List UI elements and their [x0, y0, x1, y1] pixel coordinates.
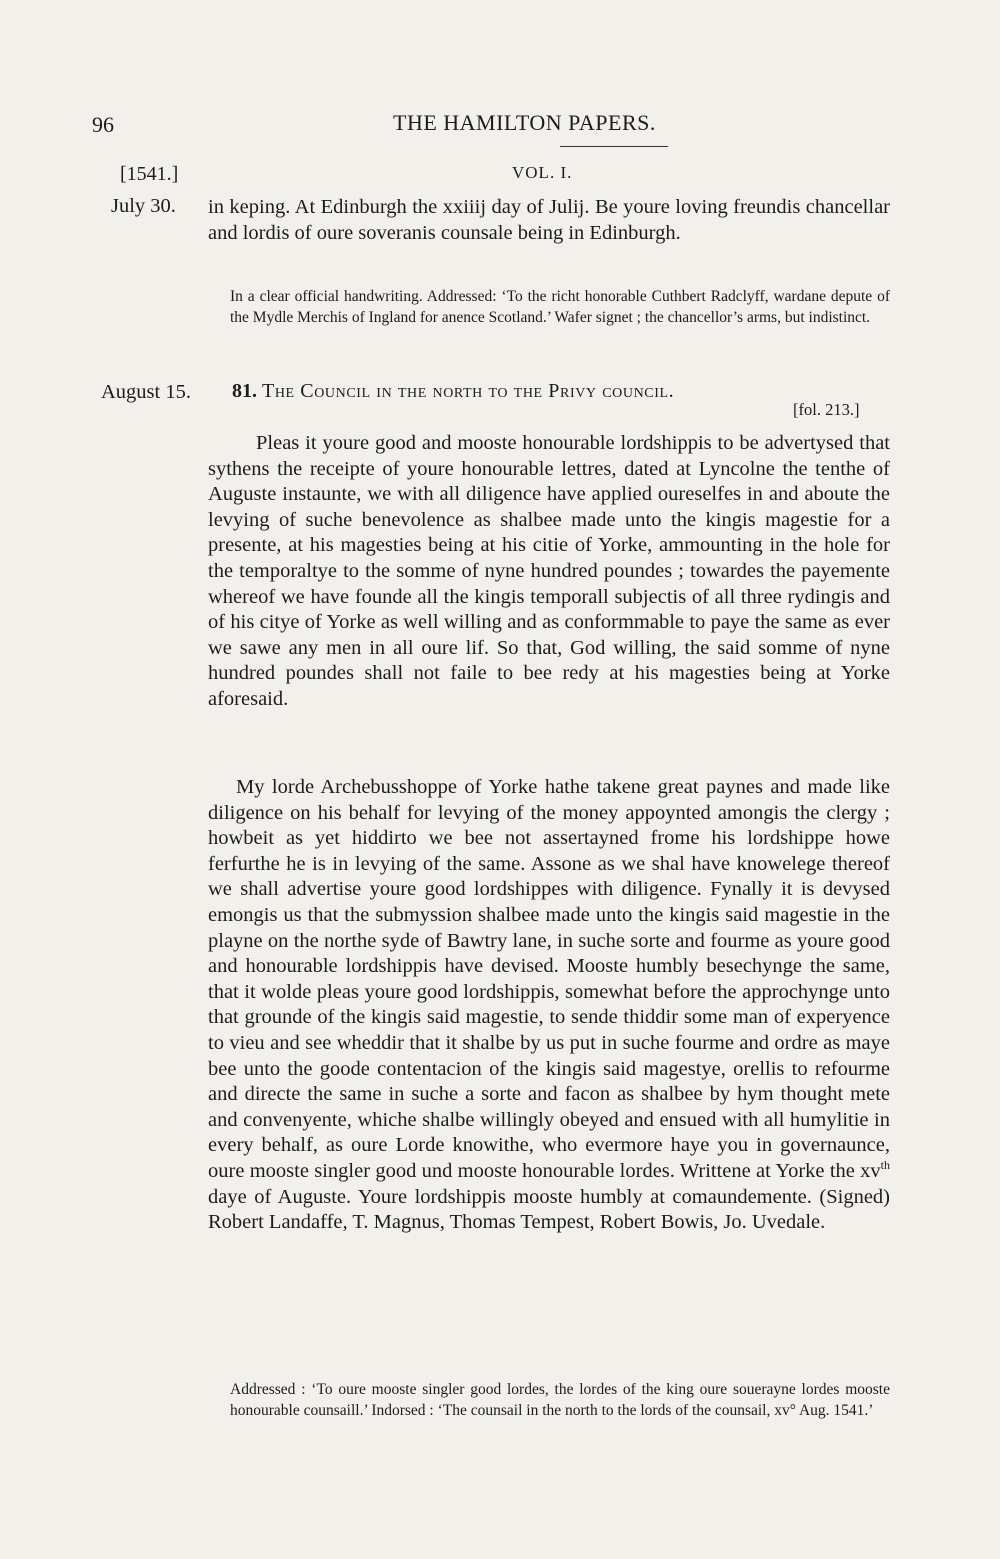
- document-number: 81.: [232, 380, 257, 402]
- margin-date-august-15: August 15.: [101, 381, 191, 403]
- paragraph-2-end: daye of Auguste. Youre lordshippis mooste humbly at comaundemente. (Signed) Robert Landaffe, T. Magnus, Thomas Tempest, Robert Bowis, Jo. Uvedale.: [208, 1185, 890, 1234]
- header-rule: [560, 146, 668, 147]
- folio-reference: [fol. 213.]: [793, 400, 860, 419]
- entry1-note: In a clear official handwriting. Addressed: ‘To the richt honorable Cuthbert Radclyff, wardane depute of the Mydle Merchis of Ingland for anence Scotland.’ Wafer signet ; the chancellor’s arms, but indistinct.: [230, 288, 890, 326]
- document-title: The Council in the north to the Privy council.: [262, 380, 675, 402]
- entry2-note: Addressed : ‘To oure mooste singler good lordes, the lordes of the king oure souerayne lordes mooste honourable counsaill.’ Indorsed : ‘The counsail in the north to the lords of the counsail, xv° Aug. 1541.’: [230, 1381, 890, 1419]
- paragraph-2-main: My lorde Archebusshoppe of Yorke hathe takene great paynes and made like diligence on his behalf for levying of the money appoynted amongis the clergy ; howbeit as yet hiddirto we bee not assertayned frome his lordshippe howe ferfurthe he is in levying of the same. Assone as we shal have knowelege thereof we shall advertise youre good lordshippes with diligence. Fynally it is devysed emongis us that the submyssion shalbee made unto the kingis said magestie in the playne on the northe syde of Bawtry lane, in suche sorte and fourme as youre good and honourable lordshippis have devised. Mooste humbly besechynge the same, that it wolde pleas youre good lordshippis, somewhat before the approchynge unto that grounde of the kingis said magestie, to sende thiddir some man of experyence to vieu and see wheddir that it shalbe by us put in suche fourme and ordre as maye bee unto the goode contentacion of the kingis said magestye, orellis to refourme and directe the same in suche a sorte and facon as shalbee by hym thought mete and convenyente, whiche shalbe willingly obeyed and ensued with all humylitie in every behalf, as oure Lorde knowithe, who evermore haye you in governaunce, oure mooste singler good und mooste honourable lordes. Writtene at Yorke the xv: [208, 776, 890, 1182]
- page-number: 96: [92, 112, 114, 137]
- superscript-th: th: [880, 1158, 890, 1173]
- year-marker: [1541.]: [120, 163, 179, 185]
- letter-paragraph-1: Pleas it youre good and mooste honourable lordshippis to be advertysed that sythens the receipte of youre honourable lettres, dated at Lyncolne the tenthe of Auguste instaunte, we with all diligence have applied oureselfes in and aboute the levying of suche benevolence as shalbee made unto the kingis magestie for a presente, at his magesties being at his citie of Yorke, ammounting in the hole for the temporaltye to the somme of nyne hundred poundes ; towardes the payemente whereof we have founde all the kingis temporall subjectis of all three rydingis and of his citye of Yorke as well willing and as conformmable to paye the same as ever we sawe any men in all oure lif. So that, God willing, the said somme of nyne hundred poundes shall not faile to bee redy at his magesties being at Yorke aforesaid.: [208, 432, 890, 710]
- entry1-text: in keping. At Edinburgh the xxiiij day of Julij. Be youre loving freundis chancellar and lordis of oure soveranis counsale being in Edinburgh.: [208, 196, 890, 244]
- margin-date-july-30: July 30.: [111, 195, 176, 217]
- letter-paragraph-2: [208, 775, 890, 1236]
- volume-label: VOL. I.: [512, 163, 573, 182]
- running-title: THE HAMILTON PAPERS.: [393, 110, 656, 135]
- document-heading: [232, 380, 890, 403]
